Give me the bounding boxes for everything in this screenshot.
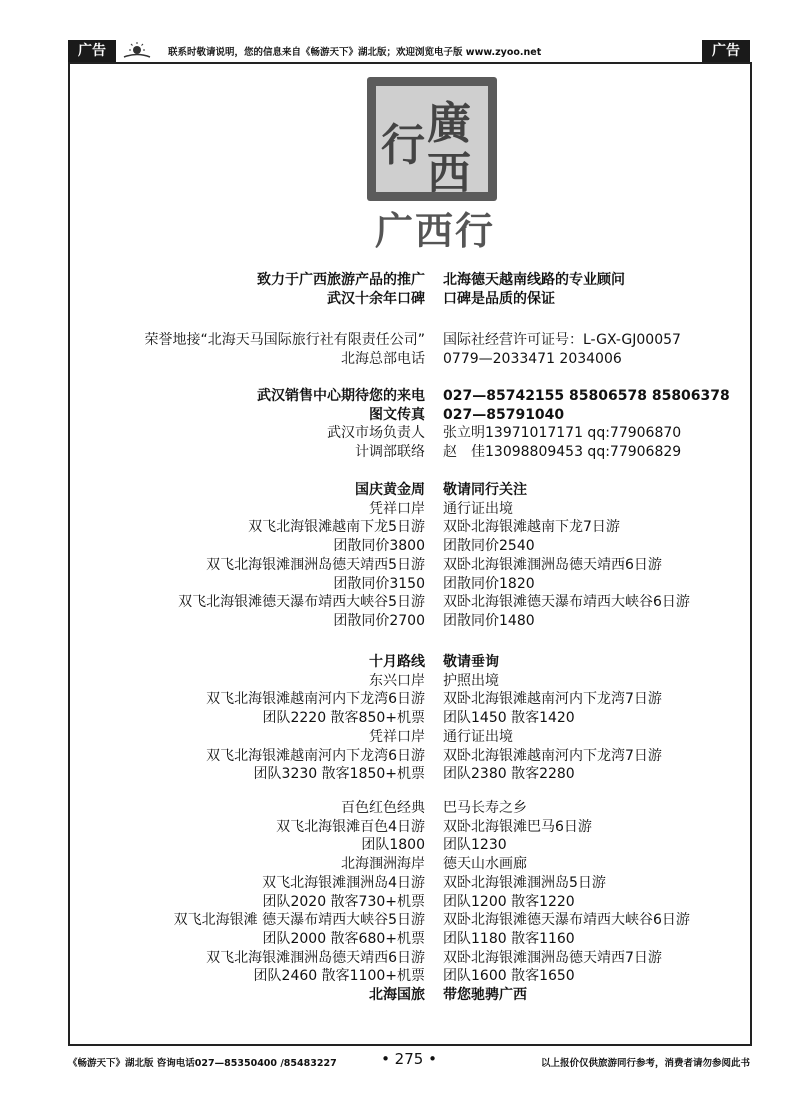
listing-row xyxy=(0,611,800,631)
listing-right: 团散同价2540 xyxy=(443,538,535,555)
listing-row xyxy=(0,386,800,406)
page-footer xyxy=(68,1050,750,1070)
listing-row xyxy=(0,708,800,728)
listing-right: 027—85791040 xyxy=(443,406,565,423)
listing-left: 双飞北海银滩越南河内下龙湾6日游 xyxy=(206,747,425,764)
listing-row xyxy=(0,835,800,855)
listing-left: 团队2020 散客730+机票 xyxy=(262,893,425,910)
listing-row xyxy=(0,480,800,500)
listing-right: 口碑是品质的保证 xyxy=(443,290,555,307)
footer-disclaimer: 以上报价仅供旅游同行参考，消费者请勿参阅此书 xyxy=(540,1058,750,1069)
listing-right: 敬请垂询 xyxy=(443,654,499,670)
listing-right: 通行证出境 xyxy=(443,500,513,517)
listing-right: 双卧北海银滩涠洲岛德天靖西6日游 xyxy=(443,556,662,573)
listing-right: 团队1600 散客1650 xyxy=(443,968,575,985)
listing-row xyxy=(0,592,800,612)
listing-row xyxy=(0,270,800,290)
listing-row xyxy=(0,499,800,519)
listing-row xyxy=(0,405,800,425)
listing-right: 团队1180 散客1160 xyxy=(443,930,575,947)
listing-row xyxy=(0,966,800,986)
listing-left: 双飞北海银滩 德天瀑布靖西大峡谷5日游 xyxy=(173,912,425,929)
listing-left: 双飞北海银滩涠洲岛4日游 xyxy=(262,874,425,891)
listing-right: 团散同价1480 xyxy=(443,612,535,629)
listing-row xyxy=(0,689,800,709)
listing-left: 团队3230 散客1850+机票 xyxy=(253,766,425,783)
guangxi-seal-logo: 行 廣 西 xyxy=(367,77,497,201)
listing-left: 武汉销售中心期待您的来电 xyxy=(257,388,425,404)
listing-left: 双飞北海银滩涠洲岛德天靖西5日游 xyxy=(206,556,425,573)
listing-right: 双卧北海银滩德天瀑布靖西大峡谷6日游 xyxy=(443,594,690,611)
listing-left: 双飞北海银滩越南河内下龙湾6日游 xyxy=(206,691,425,708)
footer-contact: 《畅游天下》湖北版 咨询电话027—85350400 /85483227 xyxy=(68,1058,337,1069)
listing-left: 武汉十余年口碑 xyxy=(327,290,425,307)
listing-row xyxy=(0,854,800,874)
listing-row xyxy=(0,873,800,893)
listing-left: 北海总部电话 xyxy=(341,350,425,367)
listing-left: 北海国旅 xyxy=(369,987,425,1003)
listing-left: 团散同价3800 xyxy=(333,538,425,555)
listing-right: 赵 佳13098809453 qq:77906829 xyxy=(443,444,682,461)
listing-row xyxy=(0,555,800,575)
listing-left: 团队1800 xyxy=(361,837,425,854)
listing-right: 团队1200 散客1220 xyxy=(443,893,575,910)
listing-right: 双卧北海银滩涠洲岛5日游 xyxy=(443,874,606,891)
listing-row xyxy=(0,574,800,594)
listing-left: 双飞北海银滩百色4日游 xyxy=(276,818,425,835)
listing-row xyxy=(0,910,800,930)
listing-right: 德天山水画廊 xyxy=(443,856,527,873)
listing-left: 北海涠洲海岸 xyxy=(341,856,425,873)
listing-left: 致力于广西旅游产品的推广 xyxy=(257,272,425,288)
listing-left: 双飞北海银滩越南下龙5日游 xyxy=(248,519,425,536)
listing-right: 国际社经营许可证号：L-GX-GJ00057 xyxy=(443,332,681,348)
listing-left: 团散同价3150 xyxy=(333,575,425,592)
listing-left: 团散同价2700 xyxy=(333,612,425,629)
listing-left: 计调部联络 xyxy=(355,444,425,461)
page-number: • 275 • xyxy=(381,1050,437,1068)
top-banner xyxy=(68,40,750,64)
listing-right: 通行证出境 xyxy=(443,728,513,745)
listing-right: 双卧北海银滩巴马6日游 xyxy=(443,818,592,835)
listing-right: 双卧北海银滩越南河内下龙湾7日游 xyxy=(443,747,662,764)
listing-left: 团队2220 散客850+机票 xyxy=(262,710,425,727)
listing-row xyxy=(0,985,800,1005)
listing-left: 凭祥口岸 xyxy=(369,728,425,745)
listing-row xyxy=(0,652,800,672)
listing-right: 双卧北海银滩涠洲岛德天靖西7日游 xyxy=(443,949,662,966)
listing-row xyxy=(0,727,800,747)
listing-right: 0779—2033471 2034006 xyxy=(443,350,622,367)
listing-row xyxy=(0,764,800,784)
listing-right: 双卧北海银滩德天瀑布靖西大峡谷6日游 xyxy=(443,912,690,929)
listing-right: 带您驰骋广西 xyxy=(443,987,527,1003)
brand-name: 广西行 xyxy=(374,209,495,253)
ad-tag-left: 广告 xyxy=(68,40,116,62)
listing-row xyxy=(0,948,800,968)
listing-left: 荣誉地接“北海天马国际旅行社有限责任公司” xyxy=(144,332,425,348)
ad-tag-right: 广告 xyxy=(702,40,750,62)
listing-left: 图文传真 xyxy=(369,406,425,423)
listing-left: 团队2460 散客1100+机票 xyxy=(253,968,425,985)
listing-right: 敬请同行关注 xyxy=(443,482,527,498)
listing-left: 团队2000 散客680+机票 xyxy=(262,930,425,947)
listing-row xyxy=(0,798,800,818)
listing-right: 双卧北海银滩越南河内下龙湾7日游 xyxy=(443,691,662,708)
listing-row xyxy=(0,817,800,837)
listing-left: 十月路线 xyxy=(369,654,425,670)
listing-right: 北海德天越南线路的专业顾问 xyxy=(443,272,625,288)
listing-row xyxy=(0,330,800,350)
listing-row xyxy=(0,289,800,309)
listing-row xyxy=(0,671,800,691)
listing-left: 双飞北海银滩德天瀑布靖西大峡谷5日游 xyxy=(178,594,425,611)
listing-left: 武汉市场负责人 xyxy=(327,425,425,442)
listing-left: 双飞北海银滩涠洲岛德天靖西6日游 xyxy=(206,949,425,966)
listing-row xyxy=(0,349,800,369)
listing-right: 027—85742155 85806578 85806378 xyxy=(443,388,730,404)
listing-row xyxy=(0,892,800,912)
listing-right: 巴马长寿之乡 xyxy=(443,800,527,816)
listing-row xyxy=(0,442,800,462)
listing-right: 张立明13971017171 qq:77906870 xyxy=(443,425,682,442)
listing-left: 百色红色经典 xyxy=(341,800,425,816)
magazine-logo-icon xyxy=(122,41,152,61)
listing-row xyxy=(0,536,800,556)
listing-row xyxy=(0,929,800,949)
listing-right: 双卧北海银滩越南下龙7日游 xyxy=(443,519,620,536)
listing-row xyxy=(0,517,800,537)
listing-right: 团队1230 xyxy=(443,837,507,854)
listing-row xyxy=(0,746,800,766)
listing-left: 国庆黄金周 xyxy=(355,482,425,498)
listing-right: 团队1450 散客1420 xyxy=(443,710,575,727)
listing-row xyxy=(0,423,800,443)
listing-left: 东兴口岸 xyxy=(369,672,425,689)
listing-right: 护照出境 xyxy=(443,672,499,689)
contact-note: 联系时敬请说明，您的信息来自《畅游天下》湖北版；欢迎浏览电子版 www.zyoo.net xyxy=(168,47,542,58)
listing-right: 团队2380 散客2280 xyxy=(443,766,575,783)
listing-left: 凭祥口岸 xyxy=(369,500,425,517)
listing-right: 团散同价1820 xyxy=(443,575,535,592)
